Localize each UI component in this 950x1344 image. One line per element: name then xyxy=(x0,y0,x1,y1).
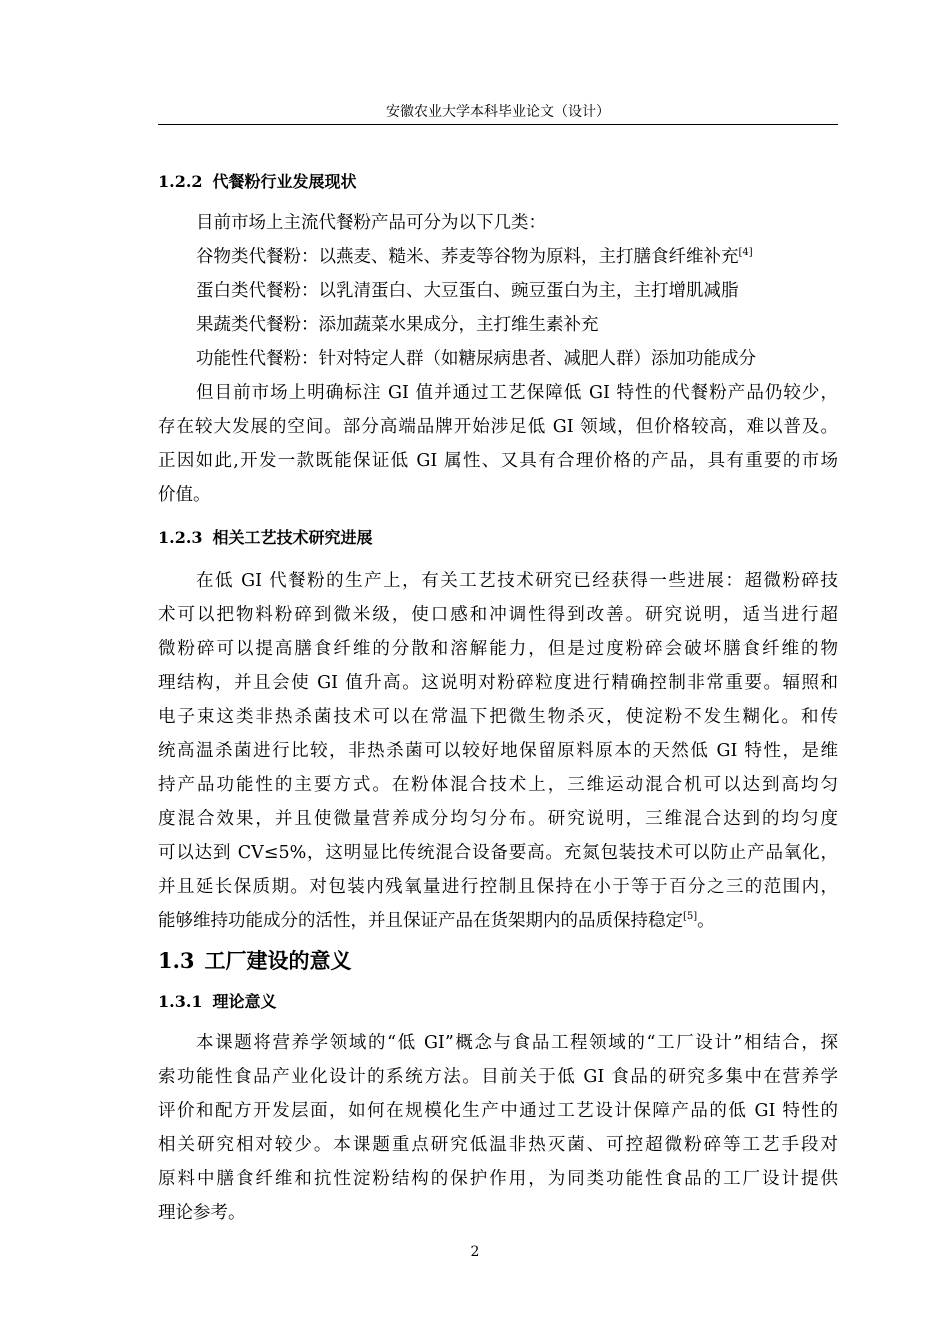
citation: [4] xyxy=(738,247,753,259)
section-title: 代餐粉行业发展现状 xyxy=(212,172,357,191)
section-heading-1-3 xyxy=(158,948,352,974)
running-header: 安徽农业大学本科毕业论文（设计） xyxy=(386,104,610,120)
section-title: 理论意义 xyxy=(212,992,277,1011)
list-item: 果蔬类代餐粉：添加蔬菜水果成分，主打维生素补充 xyxy=(196,315,599,335)
header-rule xyxy=(158,124,838,125)
paragraph-line: 电子束这类非热杀菌技术可以在常温下把微生物杀灭，使淀粉不发生糊化。和传 xyxy=(158,707,838,727)
paragraph-line: 但目前市场上明确标注 GI 值并通过工艺保障低 GI 特性的代餐粉产品仍较少， xyxy=(196,383,838,403)
paragraph-line: 原料中膳食纤维和抗性淀粉结构的保护作用，为同类功能性食品的工厂设计提供 xyxy=(158,1169,838,1189)
section-number: 1.2.3 xyxy=(158,528,203,547)
section-heading-1-3-1 xyxy=(158,992,277,1012)
list-item xyxy=(196,240,838,274)
paragraph-line: 在低 GI 代餐粉的生产上，有关工艺技术研究已经获得一些进展：超微粉碎技 xyxy=(196,571,838,591)
section-title: 相关工艺技术研究进展 xyxy=(212,528,373,547)
paragraph-line: 微粉碎可以提高膳食纤维的分散和溶解能力，但是过度粉碎会破坏膳食纤维的物 xyxy=(158,639,838,659)
paragraph-line: 价值。 xyxy=(158,485,211,505)
list-item: 蛋白类代餐粉：以乳清蛋白、大豆蛋白、豌豆蛋白为主，主打增肌减脂 xyxy=(196,281,739,301)
section-number: 1.2.2 xyxy=(158,172,203,191)
sentence-end: 。 xyxy=(697,911,715,931)
paragraph-line: 存在较大发展的空间。部分高端品牌开始涉足低 GI 领域，但价格较高，难以普及。 xyxy=(158,417,838,437)
paragraph-line: 可以达到 CV≤5%，这明显比传统混合设备要高。充氮包装技术可以防止产品氧化， xyxy=(158,843,838,863)
paragraph-line: 相关研究相对较少。本课题重点研究低温非热灭菌、可控超微粉碎等工艺手段对 xyxy=(158,1135,838,1155)
intro-line: 目前市场上主流代餐粉产品可分为以下几类： xyxy=(196,213,546,233)
section-heading-1-2-3 xyxy=(158,528,373,548)
paragraph-line: 统高温杀菌进行比较，非热杀菌可以较好地保留原料原本的天然低 GI 特性，是维 xyxy=(158,741,838,761)
page-number: 2 xyxy=(470,1244,480,1260)
paragraph-line: 评价和配方开发层面，如何在规模化生产中通过工艺设计保障产品的低 GI 特性的 xyxy=(158,1101,838,1121)
paragraph-line xyxy=(158,904,838,938)
section-heading-1-2-2 xyxy=(158,172,357,192)
paragraph-line: 并且延长保质期。对包装内残氧量进行控制且保持在小于等于百分之三的范围内， xyxy=(158,877,838,897)
paragraph-line: 度混合效果，并且使微量营养成分均匀分布。研究说明，三维混合达到的均匀度 xyxy=(158,809,838,829)
list-item-text: 谷物类代餐粉：以燕麦、糙米、荞麦等谷物为原料，主打膳食纤维补充 xyxy=(196,247,739,267)
citation: [5] xyxy=(683,911,698,923)
paragraph-line: 索功能性食品产业化设计的系统方法。目前关于低 GI 食品的研究多集中在营养学 xyxy=(158,1067,838,1087)
section-number: 1.3 xyxy=(158,948,195,973)
paragraph-line: 持产品功能性的主要方式。在粉体混合技术上，三维运动混合机可以达到高均匀 xyxy=(158,775,838,795)
paragraph-line: 理论参考。 xyxy=(158,1203,246,1223)
paragraph-text: 能够维持功能成分的活性，并且保证产品在货架期内的品质保持稳定 xyxy=(158,911,683,931)
paragraph-line: 术可以把物料粉碎到微米级，使口感和冲调性得到改善。研究说明，适当进行超 xyxy=(158,605,838,625)
paragraph-line: 正因如此,开发一款既能保证低 GI 属性、又具有合理价格的产品，具有重要的市场 xyxy=(158,451,838,471)
section-title: 工厂建设的意义 xyxy=(204,948,352,973)
section-number: 1.3.1 xyxy=(158,992,203,1011)
paragraph-line: 本课题将营养学领域的“低 GI”概念与食品工程领域的“工厂设计”相结合，探 xyxy=(196,1033,838,1053)
list-item: 功能性代餐粉：针对特定人群（如糖尿病患者、减肥人群）添加功能成分 xyxy=(196,349,756,369)
paragraph-line: 理结构，并且会使 GI 值升高。这说明对粉碎粒度进行精确控制非常重要。辐照和 xyxy=(158,673,838,693)
